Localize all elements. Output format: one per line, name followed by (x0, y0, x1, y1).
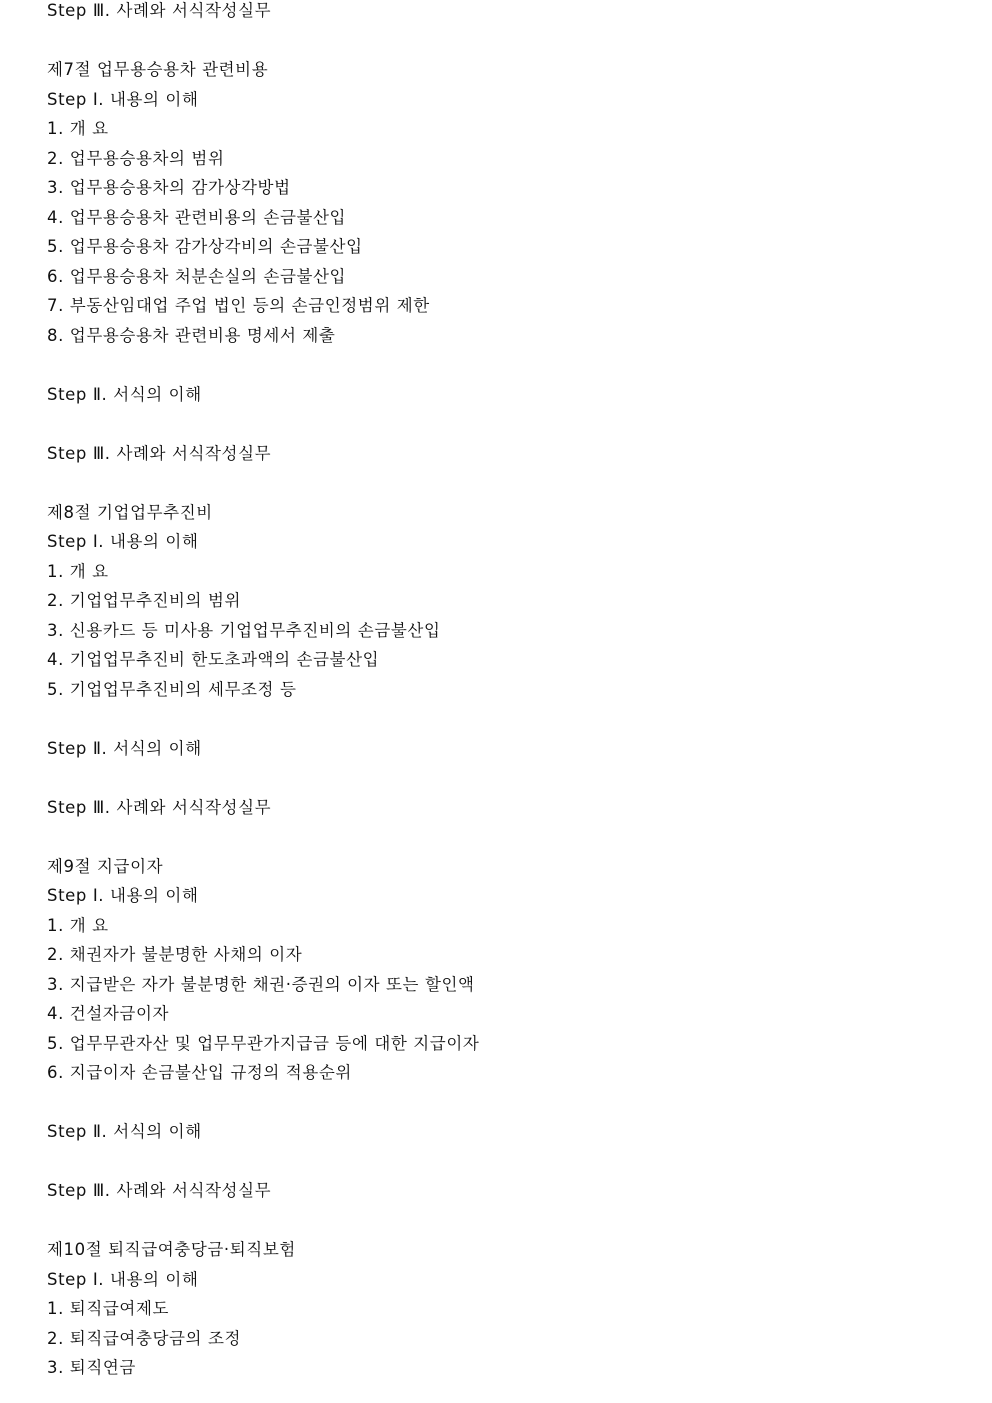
list-item: 1. 개 요 (47, 915, 109, 935)
list-item: 6. 업무용승용차 처분손실의 손금불산입 (47, 266, 347, 286)
step-heading: Step Ⅰ. 내용의 이해 (47, 89, 199, 109)
step-heading: Step Ⅲ. 사례와 서식작성실무 (47, 443, 272, 463)
blank-line (47, 468, 972, 498)
blank-line (47, 350, 972, 380)
blank-line (47, 1206, 972, 1236)
step-heading: Step Ⅰ. 내용의 이해 (47, 532, 199, 551)
list-item: 5. 업무무관자산 및 업무무관가지급금 등에 대한 지급이자 (47, 1033, 480, 1053)
step-heading: Step Ⅱ. 서식의 이해 (47, 1122, 202, 1141)
list-item: 5. 기업업무추진비의 세무조정 등 (47, 679, 297, 699)
list-item: 7. 부동산임대업 주업 법인 등의 손금인정범위 제한 (47, 296, 430, 315)
step-heading: Step Ⅱ. 서식의 이해 (47, 384, 202, 404)
step-heading: Step Ⅲ. 사례와 서식작성실무 (47, 1, 272, 20)
list-item: 2. 기업업무추진비의 범위 (47, 591, 242, 610)
blank-line (47, 763, 972, 793)
list-item: 1. 퇴직급여제도 (47, 1299, 170, 1318)
list-item: 3. 지급받은 자가 불분명한 채권·증권의 이자 또는 할인액 (47, 974, 475, 994)
section-heading-9: 제9절 지급이자 (47, 856, 164, 876)
step-heading: Step Ⅲ. 사례와 서식작성실무 (47, 1181, 272, 1200)
list-item: 3. 퇴직연금 (47, 1358, 136, 1377)
section-heading-7: 제7절 업무용승용차 관련비용 (47, 60, 269, 79)
list-item: 4. 건설자금이자 (47, 1004, 170, 1023)
step-heading: Step Ⅲ. 사례와 서식작성실무 (47, 797, 272, 817)
list-item: 3. 신용카드 등 미사용 기업업무추진비의 손금불산입 (47, 620, 441, 640)
section-heading-10: 제10절 퇴직급여충당금·퇴직보험 (47, 1240, 296, 1259)
list-item: 3. 업무용승용차의 감가상각방법 (47, 178, 291, 197)
step-heading: Step Ⅰ. 내용의 이해 (47, 1269, 199, 1289)
blank-line (47, 1147, 972, 1177)
list-item: 5. 업무용승용차 감가상각비의 손금불산입 (47, 237, 363, 256)
blank-line (47, 409, 972, 439)
list-item: 1. 개 요 (47, 561, 109, 581)
list-item: 4. 기업업무추진비 한도초과액의 손금불산입 (47, 650, 380, 669)
list-item: 2. 퇴직급여충당금의 조정 (47, 1328, 242, 1348)
step-heading: Step Ⅱ. 서식의 이해 (47, 738, 202, 758)
document-page (47, 0, 972, 1383)
step-heading: Step Ⅰ. 내용의 이해 (47, 886, 199, 905)
list-item: 1. 개 요 (47, 119, 109, 138)
blank-line (47, 704, 972, 734)
list-item: 2. 업무용승용차의 범위 (47, 148, 225, 168)
section-heading-8: 제8절 기업업무추진비 (47, 502, 213, 522)
list-item: 6. 지급이자 손금불산입 규정의 적용순위 (47, 1063, 352, 1082)
blank-line (47, 1088, 972, 1118)
list-item: 2. 채권자가 불분명한 사채의 이자 (47, 945, 303, 964)
list-item: 4. 업무용승용차 관련비용의 손금불산입 (47, 207, 347, 227)
blank-line (47, 822, 972, 852)
blank-line (47, 26, 972, 56)
list-item: 8. 업무용승용차 관련비용 명세서 제출 (47, 325, 336, 345)
